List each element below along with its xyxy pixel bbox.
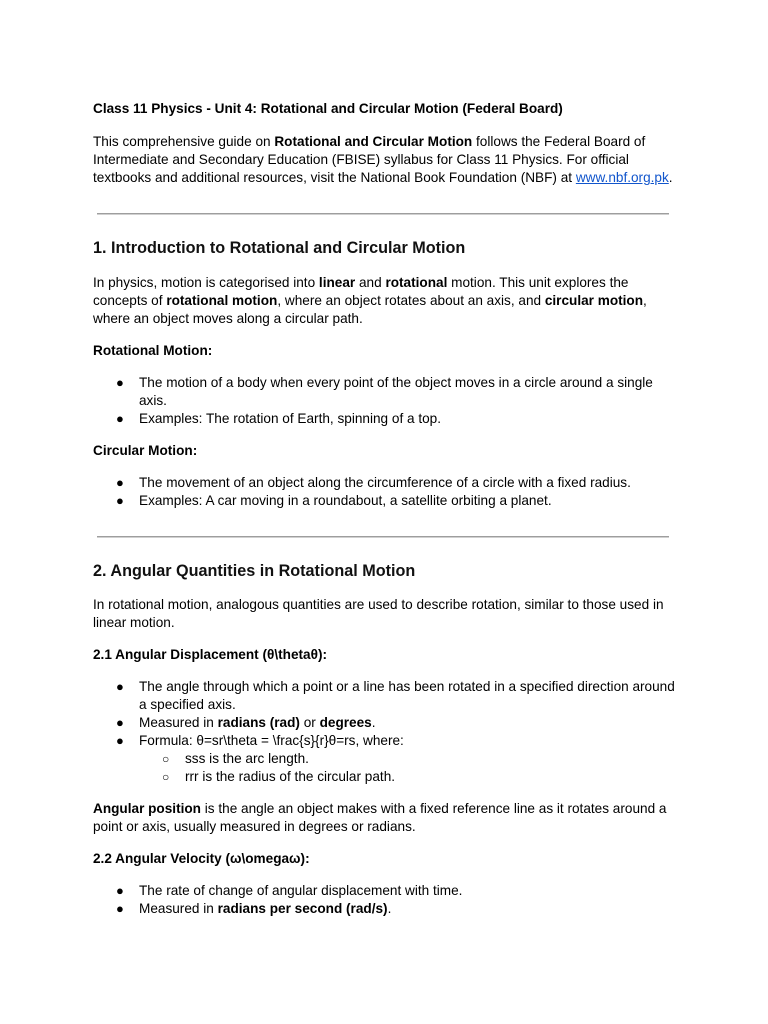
angular-position-paragraph: Angular position is the angle an object makes with a fixed reference line as it rotates around a point or axis, usually measured in degrees or radians. [93,801,667,834]
bullet-icon: ● [116,679,124,694]
nbf-link[interactable]: www.nbf.org.pk [575,170,669,185]
list-item: ● Measured in radians per second (rad/s). [116,901,392,916]
list-item: ● The motion of a body when every point of the object moves in a circle around a single axis. [116,375,653,408]
list-item: ● The rate of change of angular displacement with time. [116,883,463,898]
section-2-paragraph: In rotational motion, analogous quantities are used to describe rotation, similar to those used in linear motion. [93,597,664,630]
list-item: ● Examples: A car moving in a roundabout, a satellite orbiting a planet. [116,493,552,508]
hollow-bullet-icon: ○ [162,770,170,784]
bullet-icon: ● [116,883,124,898]
section-1-heading: 1. Introduction to Rotational and Circular Motion [93,239,466,257]
angular-displacement-heading: 2.1 Angular Displacement (θ\thetaθ): [93,647,328,662]
list-item: ● Formula: θ=sr\theta = \frac{s}{r}θ=rs, where: ○ sss is the arc length. ○ rrr is the radius of the circular path. [93,732,678,786]
angular-velocity-heading: 2.2 Angular Velocity (ω\omegaω): [93,851,310,866]
angular-displacement-list [93,678,678,786]
section-2-heading: 2. Angular Quantities in Rotational Motion [93,562,416,580]
divider [97,213,669,215]
list-item: ● The angle through which a point or a line has been rotated in a specified direction around a specified axis. [116,679,675,712]
circular-motion-list [93,474,678,510]
hollow-bullet-icon: ○ [162,752,170,766]
rotational-motion-list [93,374,678,428]
list-item: ● Examples: The rotation of Earth, spinning of a top. [116,411,442,426]
bullet-icon: ● [116,715,124,730]
angular-velocity-list [93,882,678,918]
formula-sublist [139,750,678,786]
document-title: Class 11 Physics - Unit 4: Rotational and Circular Motion (Federal Board) [93,101,563,116]
sub-list-item: ○ sss is the arc length. [162,751,309,766]
bullet-icon: ● [116,901,124,916]
list-item: ● The movement of an object along the circumference of a circle with a fixed radius. [116,475,631,490]
intro-paragraph: This comprehensive guide on Rotational and Circular Motion follows the Federal Board of Intermediate and Secondary Education (FBISE) syllabus for Class 11 Physics. For official textbooks and additional resources, visit the National Book Foundation (NBF) at www.nbf.org.pk. [93,134,673,185]
rotational-motion-heading: Rotational Motion: [93,343,213,358]
sub-list-item: ○ rrr is the radius of the circular path. [162,769,396,784]
bullet-icon: ● [116,375,124,390]
bullet-icon: ● [116,411,124,426]
bullet-icon: ● [116,493,124,508]
list-item: ● Measured in radians (rad) or degrees. [116,715,376,730]
divider [97,536,669,538]
bullet-icon: ● [116,733,124,748]
section-1-paragraph: In physics, motion is categorised into linear and rotational motion. This unit explores the concepts of rotational motion, where an object rotates about an axis, and circular motion, where an object moves along a circular path. [93,275,647,326]
circular-motion-heading: Circular Motion: [93,443,198,458]
bullet-icon: ● [116,475,124,490]
document-content [93,100,678,918]
